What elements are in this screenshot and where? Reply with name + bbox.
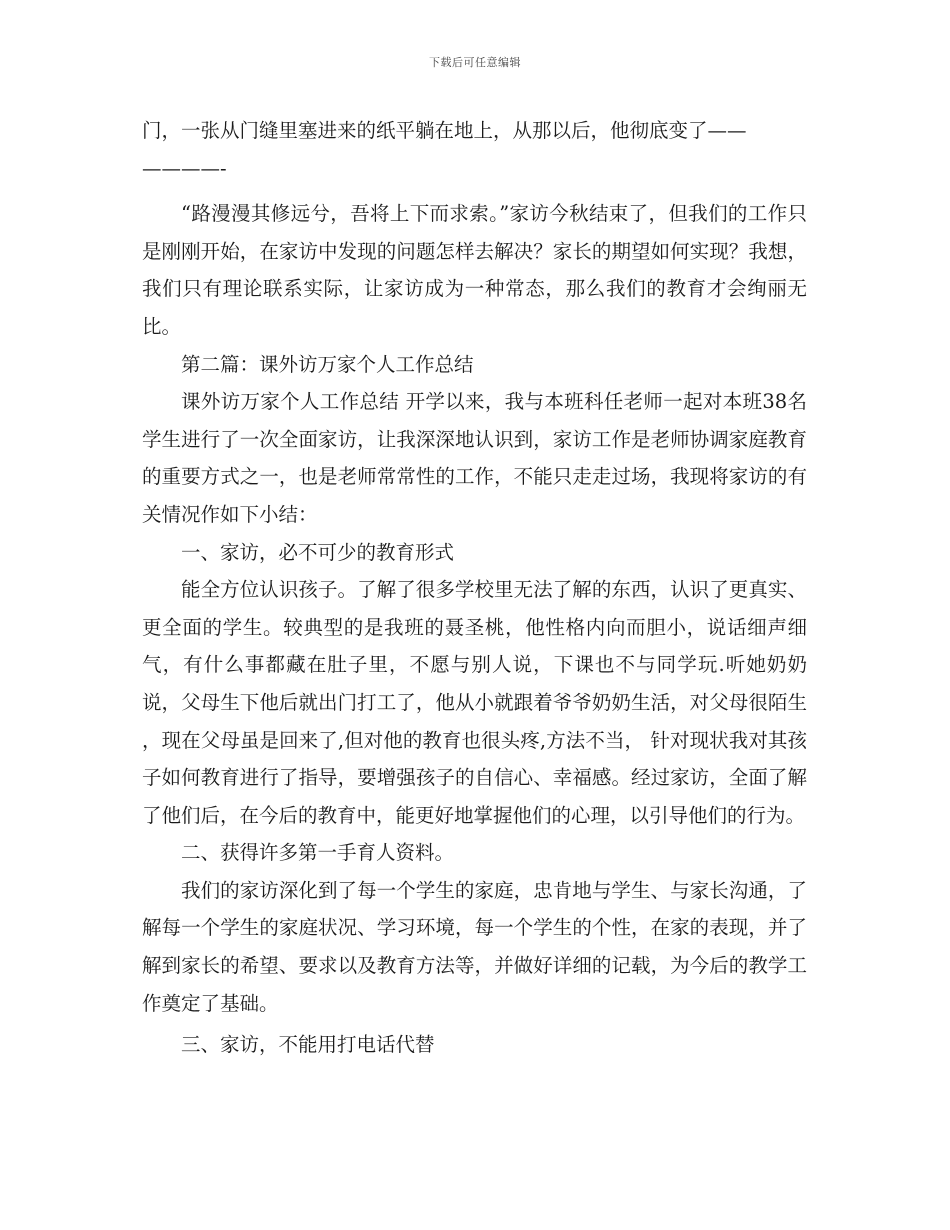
paragraph-continuation: 门，一张从门缝里塞进来的纸平躺在地上，从那以后，他彻底变了——: [142, 119, 747, 142]
document-body: [142, 112, 807, 1064]
paragraph-item-two: 我们的家访深化到了每一个学生的家庭，忠肯地与学生、与家长沟通，了解每一个学生的家庭状况、学习环境，每一个学生的个性，在家的表现，并了解到家长的希望、要求以及教育方法等，并做好详细的记载，为今后的教学工作奠定了基础。: [142, 878, 807, 1015]
paragraph-quote: “路漫漫其修远兮，吾将上下而求索。”家访今秋结束了，但我们的工作只是刚刚开始，在家访中发现的问题怎样去解决？家长的期望如何实现？我想，我们只有理论联系实际，让家访成为一种常态，那么我们的教育才会绚丽无比。: [142, 202, 807, 338]
page-header: 下载后可任意编辑: [429, 56, 521, 69]
section-heading-part-two: 第二篇：课外访万家个人工作总结: [181, 352, 474, 376]
paragraph-summary-intro: 课外访万家个人工作总结 开学以来，我与本班科任老师一起对本班38名学生进行了一次全面家访，让我深深地认识到，家访工作是老师协调家庭教育的重要方式之一，也是老师常常性的工作，不能只走走过场，我现将家访的有关情况作如下小结：: [142, 390, 807, 526]
paragraph-item-one: 能全方位认识孩子。了解了很多学校里无法了解的东西，认识了更真实、更全面的学生。较典型的是我班的聂圣桃，他性格内向而胆小，说话细声细气，有什么事都藏在肚子里，不愿与别人说，下课也不与同学玩.听她奶奶说，父母生下他后就出门打工了，他从小就跟着爷爷奶奶生活，对父母很陌生 ，现在父母虽是回来了,但对他的教育也很头疼,方法不当， 针对现状我对其孩子如何教育进行了指导，要增强孩子的自信心、幸福感。经过家访，全面了解了他们后，在今后的教育中，能更好地掌握他们的心理，以引导他们的行为。: [142, 578, 807, 827]
heading-item-three: 三、家访，不能用打电话代替: [181, 1033, 435, 1057]
heading-item-one: 一、家访，必不可少的教育形式: [181, 540, 455, 564]
heading-item-two: 二、获得许多第一手育人资料。: [181, 841, 455, 865]
dash-continuation: ————-: [142, 156, 227, 180]
